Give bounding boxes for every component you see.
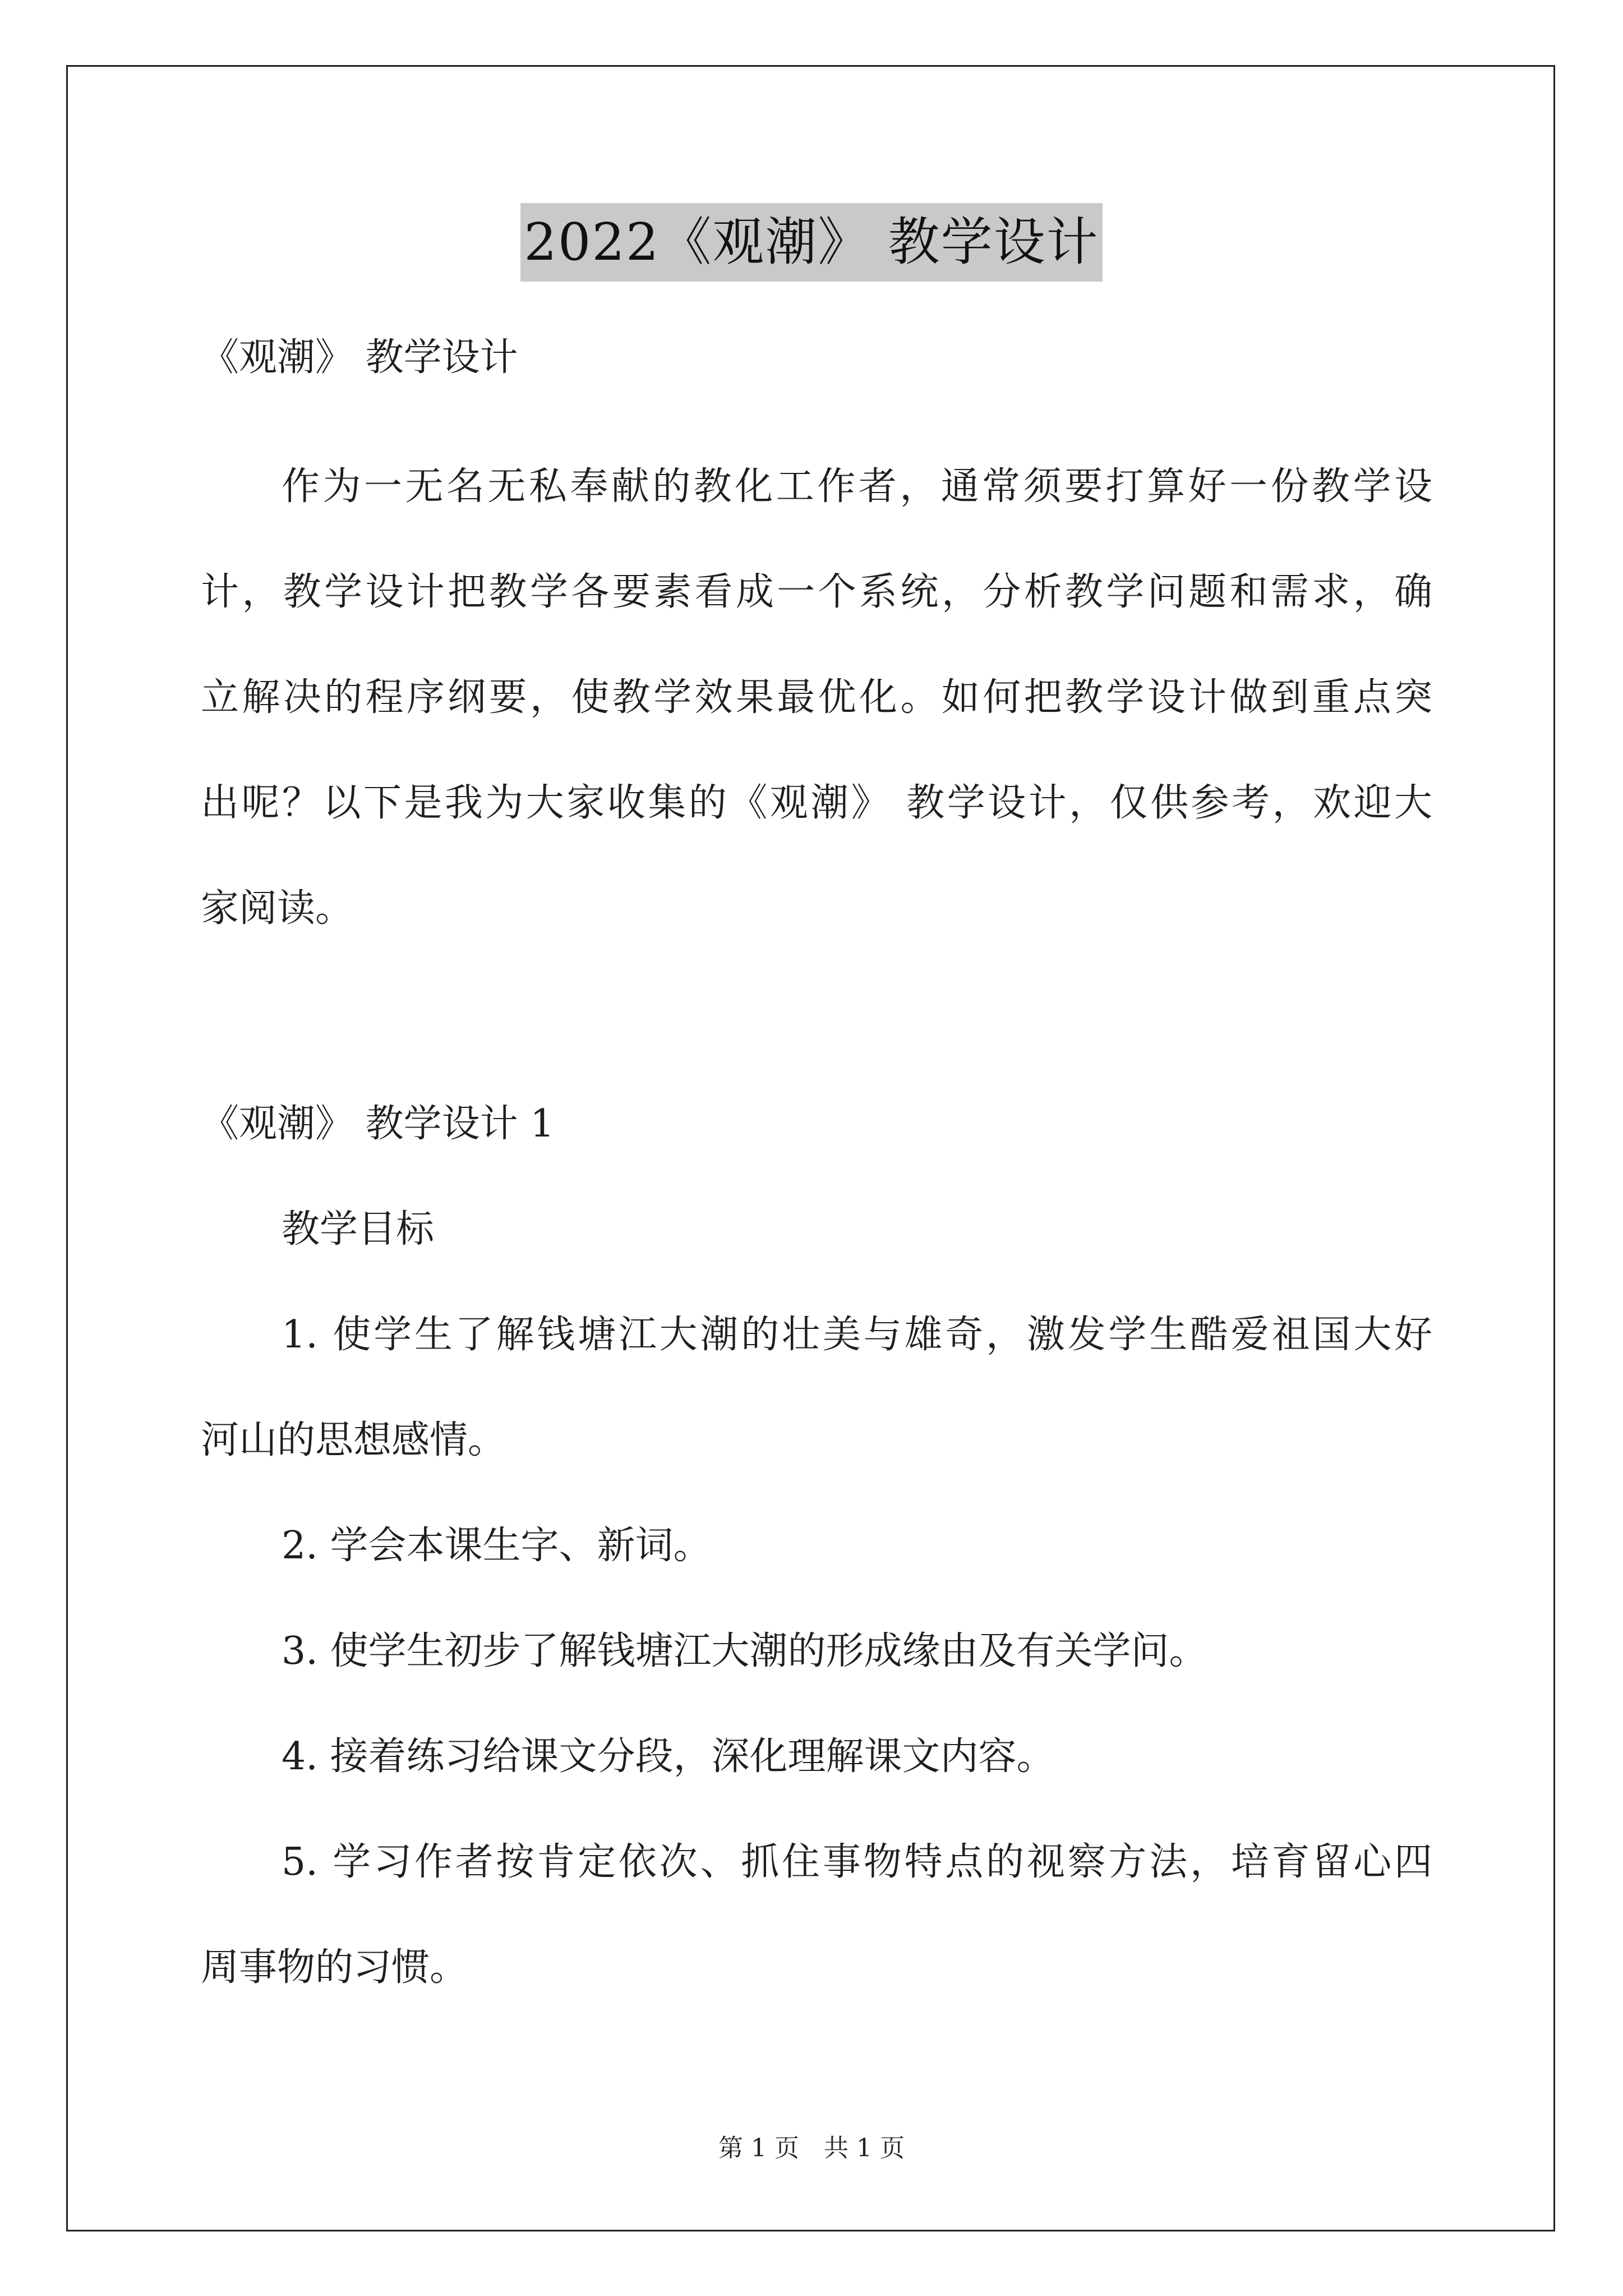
page-footer: 第 1 页 共 1 页 (718, 2134, 905, 2162)
document-heading: 《观潮》 教学设计 (201, 335, 518, 380)
objective-line: 周事物的习惯。 (201, 1945, 468, 1990)
objective-line: 3. 使学生初步了解钱塘江大潮的形成缘由及有关学问。 (282, 1629, 1207, 1673)
intro-line: 出呢？以下是我为大家收集的《观潮》 教学设计，仅供参考，欢迎大 (201, 781, 1432, 825)
intro-line: 作为一无名无私奉献的教化工作者，通常须要打算好一份教学设 (282, 464, 1432, 509)
intro-line: 计，教学设计把教学各要素看成一个系统，分析教学问题和需求，确 (201, 570, 1432, 614)
objectives-label: 教学目标 (282, 1207, 435, 1251)
intro-line: 立解决的程序纲要，使教学效果最优化。如何把教学设计做到重点突 (201, 675, 1432, 720)
objective-line: 4. 接着练习给课文分段，深化理解课文内容。 (282, 1734, 1055, 1779)
objective-line: 河山的思想感情。 (201, 1418, 506, 1462)
intro-line: 家阅读。 (201, 886, 354, 931)
objective-line: 1. 使学生了解钱塘江大潮的壮美与雄奇，激发学生酷爱祖国大好 (282, 1313, 1432, 1357)
title-container (0, 203, 1623, 282)
objective-line: 5. 学习作者按肯定依次、抓住事物特点的视察方法，培育留心四 (282, 1840, 1432, 1884)
section-heading: 《观潮》 教学设计 1 (201, 1102, 555, 1146)
objective-line: 2. 学会本课生字、新词。 (282, 1524, 712, 1568)
document-title: 2022《观潮》 教学设计 (520, 203, 1102, 282)
